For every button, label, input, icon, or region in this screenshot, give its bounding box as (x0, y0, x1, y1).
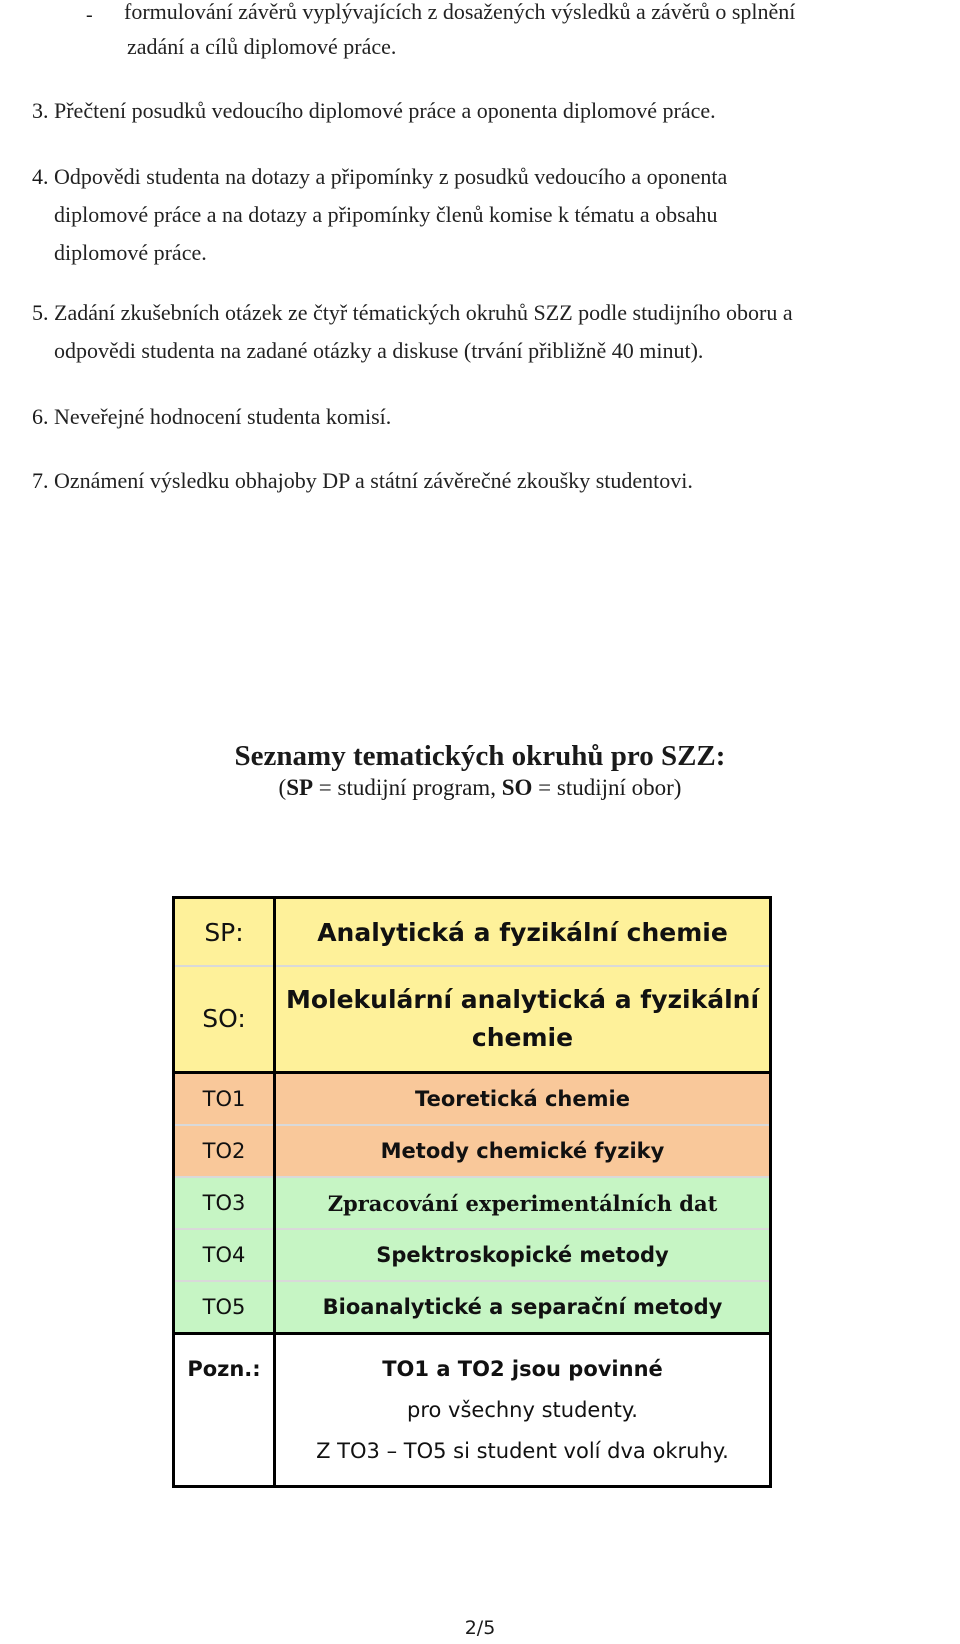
topic-name: Teoretická chemie (275, 1073, 771, 1126)
section-title: Seznamy tematických okruhů pro SZZ: (234, 740, 726, 772)
step-number: 4. (32, 164, 49, 189)
table-row (174, 1281, 771, 1334)
so-value (275, 966, 771, 1073)
intro-line-2: zadání a cílů diplomové práce. (127, 34, 397, 59)
step-number: 6. (32, 404, 49, 429)
topic-name: Spektroskopické metody (275, 1229, 771, 1281)
topic-code: TO2 (174, 1125, 275, 1177)
page-number: 2/5 (464, 1617, 496, 1639)
step-line: Neveřejné hodnocení studenta komisí. (54, 404, 392, 429)
step-line: Oznámení výsledku obhajoby DP a státní závěrečné zkoušky studentovi. (54, 468, 693, 493)
table-row-so (174, 966, 771, 1073)
table-row (174, 1177, 771, 1229)
step-line: diplomové práce a na dotazy a připomínky členů komise k tématu a obsahu (54, 202, 718, 227)
step-number: 3. (32, 98, 49, 123)
table-row-sp (174, 898, 771, 967)
note-line-3: Z TO3 – TO5 si student volí dva okruhy. (316, 1438, 729, 1463)
topic-name: Bioanalytické a separační metody (275, 1281, 771, 1334)
step-line: Přečtení posudků vedoucího diplomové práce a oponenta diplomové práce. (54, 98, 716, 123)
step-line: odpovědi studenta na zadané otázky a diskuse (trvání přibližně 40 minut). (54, 338, 704, 363)
note-label: Pozn.: (174, 1334, 275, 1487)
section-subtitle (0, 772, 960, 804)
sp-value: Analytická a fyzikální chemie (275, 898, 771, 967)
subtitle-so-abbrev: SO (501, 775, 533, 800)
subtitle-end: = studijní obor) (532, 775, 682, 800)
subtitle-mid: = studijní program, (313, 775, 502, 800)
note-line-1: TO1 a TO2 jsou povinné (382, 1356, 663, 1381)
topic-code: TO5 (174, 1281, 275, 1334)
step-line: diplomové práce. (54, 240, 207, 265)
subtitle-open: ( (278, 775, 287, 800)
so-value-line-2: chemie (471, 1023, 574, 1052)
table-row (174, 1125, 771, 1177)
topic-code: TO4 (174, 1229, 275, 1281)
step-number: 7. (32, 468, 49, 493)
so-label: SO: (174, 966, 275, 1073)
intro-bullet-item (0, 0, 960, 64)
step-number: 5. (32, 300, 49, 325)
topic-table (172, 896, 772, 1488)
subtitle-sp-abbrev: SP (286, 775, 314, 800)
topic-code: TO3 (174, 1177, 275, 1229)
topic-name: Metody chemické fyziky (275, 1125, 771, 1177)
table-row (174, 1229, 771, 1281)
sp-label: SP: (174, 898, 275, 967)
note-line-2: pro všechny studenty. (407, 1397, 638, 1422)
note-text (275, 1334, 771, 1487)
table-row-note (174, 1334, 771, 1487)
topic-code: TO1 (174, 1073, 275, 1126)
topic-name: Zpracování experimentálních dat (275, 1177, 771, 1229)
intro-line-1: formulování závěrů vyplývajících z dosažených výsledků a závěrů o splnění (124, 0, 796, 24)
dash-marker: - (86, 4, 93, 26)
so-value-line-1: Molekulární analytická a fyzikální (285, 985, 760, 1014)
step-line: Odpovědi studenta na dotazy a připomínky z posudků vedoucího a oponenta (54, 164, 728, 189)
table-row (174, 1073, 771, 1126)
step-line: Zadání zkušebních otázek ze čtyř tématických okruhů SZZ podle studijního oboru a (54, 300, 793, 325)
